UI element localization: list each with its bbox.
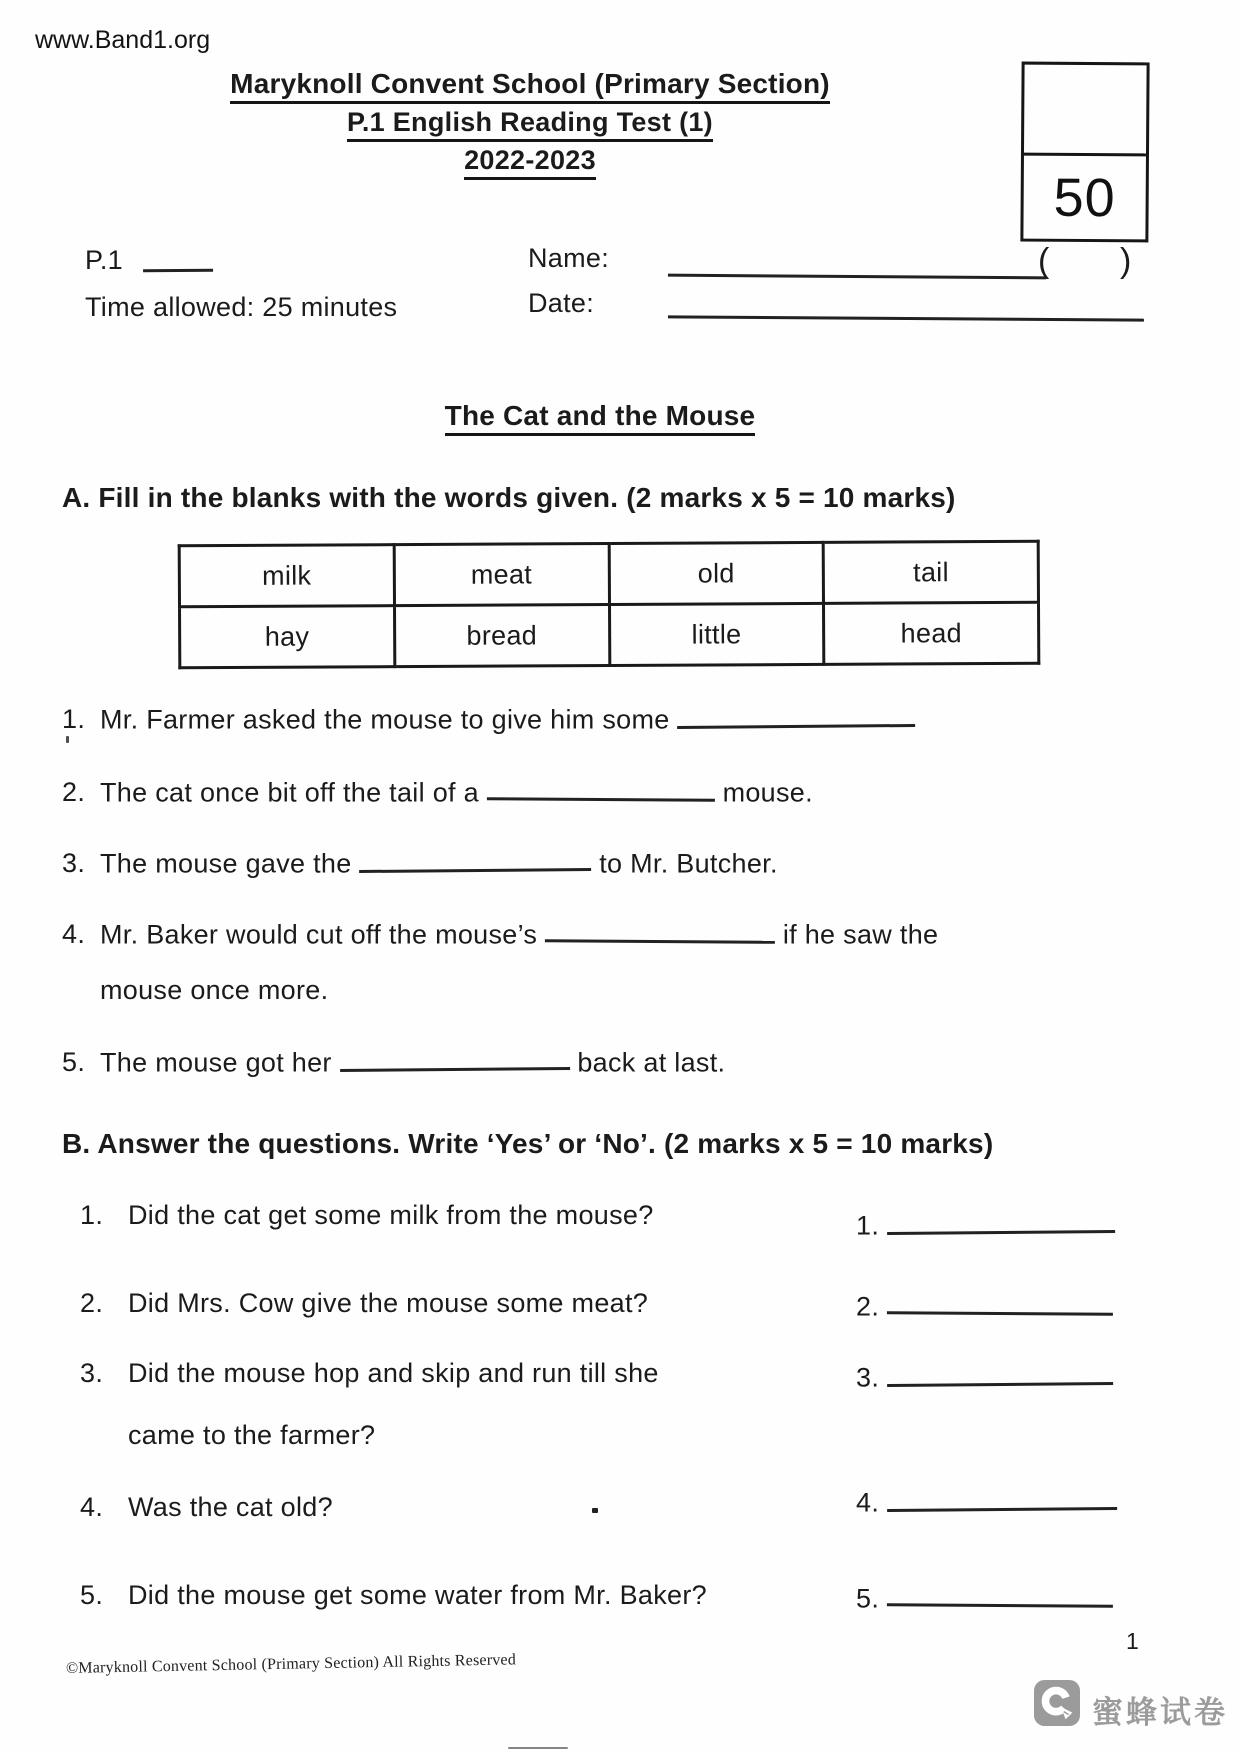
question-text: The mouse got her — [100, 1047, 332, 1078]
question-text-after: if he saw the — [782, 919, 939, 950]
section-a-question-5 — [62, 1040, 725, 1078]
question-text: The cat once bit off the tail of a — [100, 777, 479, 808]
question-text-after: to Mr. Butcher. — [599, 848, 778, 879]
section-b-answer-2 — [856, 1284, 1113, 1322]
question-text: The mouse gave the — [100, 848, 352, 879]
answer-number: 5. — [856, 1583, 880, 1614]
question-text-after: mouse. — [722, 777, 813, 808]
total-marks-value: 50 — [1053, 167, 1116, 228]
date-label: Date: — [528, 288, 595, 318]
question-number: 5. — [62, 1047, 86, 1078]
section-a-question-4 — [62, 912, 938, 950]
section-a-question-1 — [62, 697, 915, 735]
section-b-answer-3 — [856, 1355, 1113, 1393]
question-number: 1. — [62, 704, 86, 735]
section-b-heading: B. Answer the questions. Write ‘Yes’ or ‘No’. (2 marks x 5 = 10 marks) — [62, 1128, 994, 1159]
brand-watermark-text: 蜜蜂试卷 — [1092, 1695, 1228, 1731]
section-b-question-1 — [80, 1200, 654, 1231]
site-watermark: www.Band1.org — [35, 26, 211, 54]
section-b-question-2 — [80, 1288, 648, 1319]
word-bank-cell: little — [609, 603, 824, 665]
question-number: 3. — [80, 1358, 104, 1388]
question-number: 3. — [62, 848, 86, 879]
document-title-block — [0, 68, 1060, 176]
page-number: 1 — [1126, 1628, 1139, 1654]
answer-blank-a2 — [487, 769, 715, 802]
question-text: Mr. Baker would cut off the mouse’s — [100, 919, 538, 950]
answer-blank-b5 — [887, 1575, 1113, 1608]
word-bank-table — [178, 540, 1041, 670]
question-text: Was the cat old? — [128, 1492, 333, 1522]
section-b-question-4 — [80, 1492, 333, 1523]
school-year: 2022-2023 — [464, 145, 596, 180]
question-text: Did the mouse get some water from Mr. Baker? — [128, 1580, 707, 1610]
word-bank-cell: milk — [179, 545, 394, 607]
section-b-question-3 — [80, 1358, 659, 1389]
question-number: 1. — [80, 1200, 104, 1230]
class-number-paren-open: ( — [1038, 242, 1050, 280]
answer-number: 1. — [856, 1210, 880, 1241]
section-b-question-5 — [80, 1580, 707, 1611]
answer-number: 4. — [856, 1487, 880, 1518]
question-text-after: back at last. — [577, 1047, 726, 1078]
section-b-question-3-line2: came to the farmer? — [128, 1420, 376, 1450]
question-number: 4. — [80, 1492, 104, 1522]
word-bank-cell: hay — [180, 606, 395, 668]
name-label: Name: — [528, 243, 610, 273]
answer-blank-a3 — [359, 840, 591, 873]
bee-exam-logo-svg — [1034, 1680, 1080, 1726]
date-blank-line — [668, 298, 1144, 321]
scan-stray-dot — [592, 1508, 598, 1513]
word-bank-row — [180, 602, 1039, 667]
question-number: 2. — [80, 1288, 104, 1318]
question-number: 2. — [62, 777, 86, 808]
passage-title-wrap — [0, 400, 1200, 432]
scan-stray-tick — [66, 736, 69, 743]
section-b-answer-5 — [856, 1576, 1113, 1614]
word-bank-cell: bread — [394, 605, 609, 667]
word-bank-cell: old — [609, 542, 824, 604]
section-a-question-2 — [62, 770, 813, 808]
passage-title: The Cat and the Mouse — [445, 400, 756, 436]
section-a-heading: A. Fill in the blanks with the words given. (2 marks x 5 = 10 marks) — [62, 482, 956, 513]
time-allowed-label: Time allowed: 25 minutes — [85, 292, 398, 322]
answer-number: 3. — [856, 1362, 880, 1393]
score-box — [1020, 62, 1149, 243]
answer-blank-a1 — [677, 696, 915, 729]
question-text: Mr. Farmer asked the mouse to give him some — [100, 704, 670, 735]
word-bank-row — [179, 541, 1038, 606]
answer-number: 2. — [856, 1291, 880, 1322]
question-text: Did the mouse hop and skip and run till she — [128, 1358, 659, 1388]
name-blank-line — [668, 257, 1046, 279]
answer-blank-b1 — [887, 1202, 1115, 1235]
answer-blank-b4 — [887, 1479, 1117, 1512]
bee-exam-logo-icon — [1034, 1680, 1080, 1726]
answer-blank-a4 — [545, 911, 775, 944]
section-b-answer-1 — [856, 1203, 1115, 1241]
class-blank-line — [143, 252, 213, 272]
section-b-answer-4 — [856, 1480, 1117, 1518]
question-text: Did Mrs. Cow give the mouse some meat? — [128, 1288, 649, 1318]
word-bank-cell: head — [824, 602, 1039, 664]
class-number-paren-close: ) — [1120, 242, 1132, 280]
school-title: Maryknoll Convent School (Primary Section) — [230, 68, 830, 104]
answer-blank-a5 — [339, 1039, 569, 1072]
section-a-question-3 — [62, 841, 778, 879]
test-title: P.1 English Reading Test (1) — [347, 107, 713, 142]
question-text: Did the cat get some milk from the mouse? — [128, 1200, 654, 1230]
section-a-question-4-line2: mouse once more. — [100, 975, 329, 1005]
scan-edge-artifact — [508, 1747, 568, 1749]
answer-blank-b3 — [887, 1354, 1113, 1387]
score-box-empty-cell — [1024, 65, 1147, 157]
answer-blank-b2 — [887, 1283, 1113, 1316]
class-label: P.1 — [85, 245, 123, 275]
word-bank-cell: tail — [823, 541, 1038, 603]
question-number: 4. — [62, 919, 86, 950]
word-bank-cell: meat — [394, 544, 609, 606]
question-number: 5. — [80, 1580, 104, 1610]
copyright-notice: ©Maryknoll Convent School (Primary Section) All Rights Reserved — [65, 1651, 517, 1677]
